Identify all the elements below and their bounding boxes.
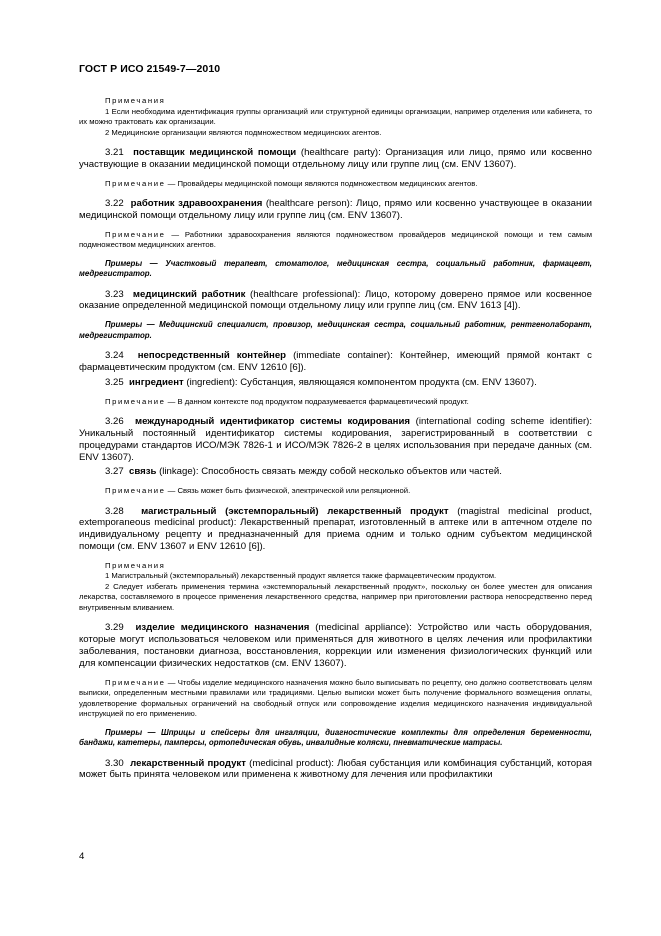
term-3-24: 3.24 непосредственный контейнер (immediate container): Контейнер, имеющий прямой контакт с фармацевтическим продуктом (см. ENV 12610 [6]). xyxy=(79,350,592,374)
note-2: 2 Медицинские организации являются подмножеством медицинских агентов. xyxy=(105,127,382,137)
examples-3-22: Примеры — Участковый терапевт, стоматолог, медицинская сестра, социальный работник, фармацевт, медрегистратор. xyxy=(79,258,592,279)
term-3-21: 3.21 поставщик медицинской помощи (healthcare party): Организация или лицо, прямо или косвенно участвующие в оказании медицинской помощи отдельному лицу или группе лиц (см. ENV 13607). xyxy=(79,147,592,170)
note-3-25: Примечание — В данном контексте под продуктом подразумевается фармацевтический продукт. xyxy=(105,396,469,406)
notes-label: Примечания xyxy=(105,96,166,105)
page-number: 4 xyxy=(79,851,85,862)
page-header: ГОСТ Р ИСО 21549-7—2010 xyxy=(79,63,221,75)
term-3-26: 3.26 международный идентификатор системы кодирования (international coding scheme identifier): Уникальный постоянный идентификатор системы кодирования, зарегистрированный в соответствии с процедурами стандартов ИСО/МЭК 7826-1 и ИСО/МЭК 7826-2 в целях использования при передаче данных (см. ENV 13607). xyxy=(79,416,592,463)
term-3-30: 3.30 лекарственный продукт (medicinal product): Любая субстанция или комбинация субстанций, которая может быть принята человеком или применена к животному для лечения или профилактики xyxy=(79,757,593,781)
notes-label-3-28: Примечания xyxy=(105,560,166,570)
note-3-27: Примечание — Связь может быть физической, электрической или реляционной. xyxy=(105,486,411,496)
term-3-28: 3.28 магистральный (экстемпоральный) лекарственный продукт (magistral medicinal product, extemporaneous medicinal product): Лекарственный препарат, изготовленный в аптеке или в аптечном отделе по индивидуальному рецепту и предназначенный для приема одним и только одним субъектом медицинской помощи (см. ENV 13607 и ENV 12610 [6]). xyxy=(79,505,592,553)
term-3-23: 3.23 медицинский работник (healthcare professional): Лицо, которому доверено прямое или косвенное оказание определенной медицинской помощи отдельному лицу или группе лиц (см. ENV 1613 [4]). xyxy=(79,288,592,312)
term-3-29: 3.29 изделие медицинского назначения (medicinal appliance): Устройство или часть оборудования, которые могут использоваться человеком или применяться для животного в целях лечения или профилактики заболевания, постановки диагноза, восстановления, коррекции или изменения физиологических функций или для компенсации физических недостатков (см. ENV 13607). xyxy=(79,622,592,669)
note-3-28-1: 1 Магистральный (экстемпоральный) лекарственный продукт является также фармацевтическим продуктом. xyxy=(105,571,497,581)
note-3-28-2: 2 Следует избегать применения термина «экстемпоральный лекарственный продукт», поскольку он более уместен для описания лекарства, составляемого в процессе применения лекарственного средства, например при приготовлении раствора непосредственно перед внутривенным вливанием. xyxy=(79,581,592,612)
term-3-25: 3.25 ингредиент (ingredient): Субстанция, являющаяся компонентом продукта (см. ENV 13607). xyxy=(105,376,537,388)
term-3-27: 3.27 связь (linkage): Способность связать между собой несколько объектов или частей. xyxy=(105,466,502,478)
examples-3-29: Примеры — Шприцы и спейсеры для ингаляции, диагностические комплекты для определения беременности, бандажи, катетеры, памперсы, ортопедическая обувь, инвалидные коляски, пневматические матрасы. xyxy=(79,727,592,748)
examples-3-23: Примеры — Медицинский специалист, провизор, медицинская сестра, социальный работник, рентгенолаборант, медрегистратор. xyxy=(79,320,592,340)
term-3-22: 3.22 работник здравоохранения (healthcare person): Лицо, прямо или косвенно участвующее в оказании медицинской помощи отдельному лицу или группе лиц (см. ENV 13607). xyxy=(79,198,592,221)
note-3-21: Примечание — Провайдеры медицинской помощи являются подмножеством медицинских агентов. xyxy=(105,178,478,188)
note-3-29: Примечание — Чтобы изделие медицинского назначения можно было выписывать по рецепту, оно должно соответствовать целям выписки, определенным местными правилами или традициями. Целью выписки может быть получение формального возмещения оплаты, удовлетворение формальных ограничений на свободный отпуск или сопровождение изделия медицинского назначения индивидуальной инструкцией по его применению. xyxy=(79,677,592,719)
note-1: 1 Если необходима идентификация группы организаций или структурной единицы организации, например отделения или кабинета, то их можно трактовать как организации. xyxy=(79,106,592,126)
page-content xyxy=(79,96,592,781)
note-3-22: Примечание — Работники здравоохранения являются подмножеством провайдеров медицинской помощи и тем самым подмножеством медицинских агентов. xyxy=(79,229,592,250)
